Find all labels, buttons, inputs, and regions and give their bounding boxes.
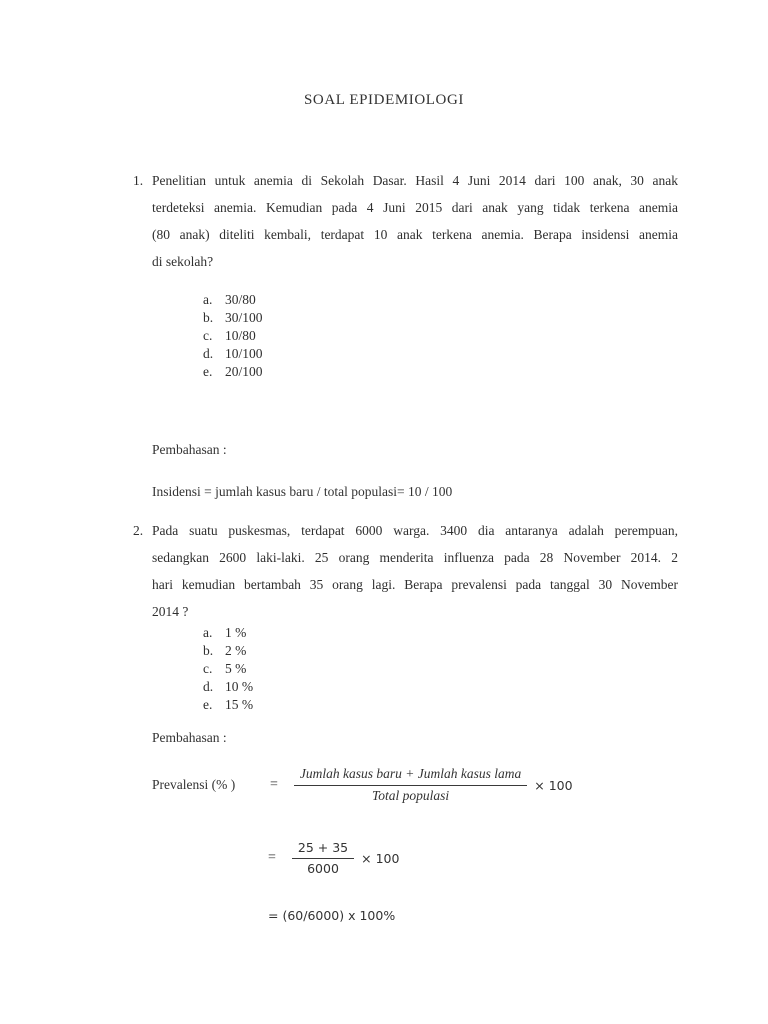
question-text-line: di sekolah? <box>152 254 214 269</box>
solution-text-1: Insidensi = jumlah kasus baru / total populasi= 10 / 100 <box>152 484 453 499</box>
fraction-numerator: 25 + 35 <box>292 840 354 859</box>
option-letter: c. <box>203 328 213 343</box>
discussion-label-2: Pembahasan : <box>152 730 227 745</box>
fraction <box>294 766 527 804</box>
option-text: 5 % <box>225 661 247 676</box>
option-letter: b. <box>203 310 214 325</box>
option-letter: c. <box>203 661 213 676</box>
fraction <box>292 840 354 876</box>
option-text: 10/100 <box>225 346 263 361</box>
question-2-number: 2. <box>133 523 144 538</box>
fraction-numerator: Jumlah kasus baru + Jumlah kasus lama <box>294 766 527 786</box>
question-text-line: Pada suatu puskesmas, terdapat 6000 warga. 3400 dia antaranya adalah perempuan, <box>152 523 678 538</box>
question-1-number: 1. <box>133 173 144 188</box>
option-letter: d. <box>203 679 214 694</box>
option-text: 20/100 <box>225 364 263 379</box>
option-text: 15 % <box>225 697 254 712</box>
option-text: 10 % <box>225 679 254 694</box>
option-text: 1 % <box>225 625 247 640</box>
question-text-line: Penelitian untuk anemia di Sekolah Dasar. Hasil 4 Juni 2014 dari 100 anak, 30 anak <box>152 173 678 188</box>
option-letter: b. <box>203 643 214 658</box>
option-text: 30/100 <box>225 310 263 325</box>
option-text: 2 % <box>225 643 247 658</box>
multiplier: × 100 <box>361 850 400 866</box>
question-text-line: 2014 ? <box>152 604 189 619</box>
equals-sign: = <box>268 850 276 865</box>
option-letter: d. <box>203 346 214 361</box>
discussion-label-1: Pembahasan : <box>152 442 227 457</box>
fraction-denominator: Total populasi <box>372 788 450 803</box>
formula-lhs: Prevalensi (% ) <box>152 777 236 792</box>
fraction-denominator: 6000 <box>307 861 339 876</box>
option-row <box>203 696 253 714</box>
question-text-line: terdeteksi anemia. Kemudian pada 4 Juni 2015 dari anak yang tidak terkena anemia <box>152 200 678 215</box>
option-row <box>203 624 253 642</box>
option-row <box>203 642 253 660</box>
option-row <box>203 678 253 696</box>
substitution-formula <box>268 836 399 880</box>
option-letter: a. <box>203 625 213 640</box>
question-text-line: (80 anak) diteliti kembali, terdapat 10 anak terkena anemia. Berapa insidensi anemia <box>152 227 678 242</box>
result-formula: = (60/6000) x 100% <box>268 908 396 923</box>
question-2-text <box>152 517 678 625</box>
question-text-line: sedangkan 2600 laki-laki. 25 orang menderita influenza pada 28 November 2014. 2 <box>152 550 678 565</box>
prevalence-formula <box>152 760 573 810</box>
option-text: 10/80 <box>225 328 256 343</box>
option-row <box>203 291 263 309</box>
equals-sign: = <box>270 777 278 792</box>
option-row <box>203 309 263 327</box>
question-1-text <box>152 167 678 275</box>
question-1-options <box>203 291 263 381</box>
multiplier: × 100 <box>534 777 573 793</box>
option-letter: e. <box>203 364 213 379</box>
option-row <box>203 660 253 678</box>
question-1 <box>133 167 678 275</box>
option-letter: e. <box>203 697 213 712</box>
option-row <box>203 327 263 345</box>
option-row <box>203 363 263 381</box>
question-2-options <box>203 624 253 714</box>
option-letter: a. <box>203 292 213 307</box>
question-text-line: hari kemudian bertambah 35 orang lagi. Berapa prevalensi pada tanggal 30 November <box>152 577 678 592</box>
option-text: 30/80 <box>225 292 256 307</box>
question-2 <box>133 517 678 625</box>
page-title: SOAL EPIDEMIOLOGI <box>303 92 465 108</box>
option-row <box>203 345 263 363</box>
